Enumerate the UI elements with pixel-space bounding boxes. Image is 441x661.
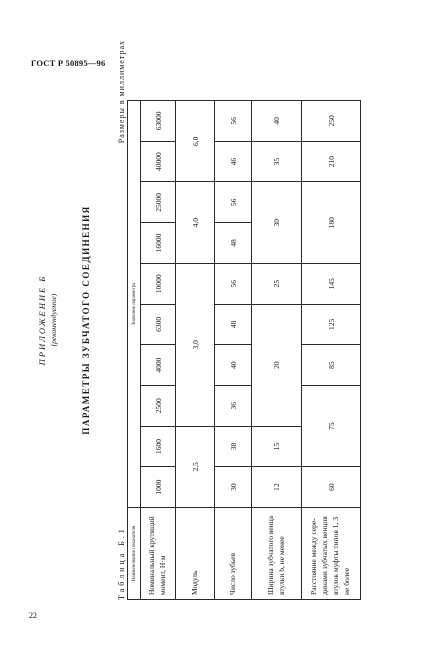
row-label-distance: Расстояние между сере-динами зубчатых венцов втулок муфты типов 1, 3 не более xyxy=(302,508,361,600)
table-cell: 25000 xyxy=(141,182,176,223)
table-row xyxy=(176,101,215,600)
table-cell: 30 xyxy=(252,182,302,263)
table-cell: 125 xyxy=(302,304,361,345)
table-cell: 2500 xyxy=(141,385,176,426)
table-cell: 38 xyxy=(215,426,252,467)
table-cell: 15 xyxy=(252,426,302,467)
table-cell: 210 xyxy=(302,141,361,182)
row-label-teeth: Число зубьев xyxy=(215,508,252,600)
parameters-table xyxy=(127,100,361,600)
table-cell: 56 xyxy=(215,101,252,142)
table-cell: 6,0 xyxy=(176,101,215,183)
table-cell: 30 xyxy=(215,467,252,508)
table-cell: 12 xyxy=(252,467,302,508)
table-header-row xyxy=(128,101,141,600)
table-row xyxy=(252,101,302,600)
table-cell: 4,0 xyxy=(176,182,215,263)
table-cell: 40 xyxy=(252,101,302,142)
table-row xyxy=(215,101,252,600)
table-cell: 1600 xyxy=(141,426,176,467)
table-cell: 60 xyxy=(302,467,361,508)
table-cell: 16000 xyxy=(141,223,176,264)
row-label-width: Ширина зубчатого венца втулки b, не менее xyxy=(252,508,302,600)
table-cell: 1000 xyxy=(141,467,176,508)
table-cell: 63000 xyxy=(141,101,176,142)
appendix-subtitle: (рекомендуемое) xyxy=(49,293,58,347)
table-cell: 56 xyxy=(215,182,252,223)
table-cell: 48 xyxy=(215,304,252,345)
table-cell: 180 xyxy=(302,182,361,263)
col-header-values: Значение параметра xyxy=(128,101,141,508)
table-cell: 36 xyxy=(215,385,252,426)
table-cell: 85 xyxy=(302,345,361,386)
appendix-title: ПРИЛОЖЕНИЕ Б xyxy=(37,274,47,366)
table-cell: 2,5 xyxy=(176,426,215,507)
table-cell: 35 xyxy=(252,141,302,182)
table-cell: 145 xyxy=(302,263,361,304)
table-caption: Таблица Б.1 xyxy=(117,526,126,600)
table-cell: 46 xyxy=(215,141,252,182)
table-cell: 4000 xyxy=(141,345,176,386)
appendix-heading: ПАРАМЕТРЫ ЗУБЧАТОГО СОЕДИНЕНИЯ xyxy=(81,205,91,435)
table-cell: 56 xyxy=(215,263,252,304)
table-cell: 40000 xyxy=(141,141,176,182)
table-cell: 25 xyxy=(252,263,302,304)
document-header: ГОСТ Р 50895—96 xyxy=(31,58,106,68)
row-label-module: Модуль xyxy=(176,508,215,600)
row-label-torque: Номинальный крутящий момент, Н·м xyxy=(141,508,176,600)
rotated-page-content xyxy=(27,40,367,600)
col-header-name: Наименование показателя xyxy=(128,508,141,600)
table-cell: 6300 xyxy=(141,304,176,345)
table-row xyxy=(302,101,361,600)
table-cell: 20 xyxy=(252,304,302,426)
table-cell: 75 xyxy=(302,385,361,466)
page-number: 22 xyxy=(29,611,37,620)
table-cell: 40 xyxy=(215,345,252,386)
table-cell: 250 xyxy=(302,101,361,142)
table-cell: 48 xyxy=(215,223,252,264)
table-cell: 3,0 xyxy=(176,263,215,426)
units-note: Размеры в миллиметрах xyxy=(117,40,126,144)
table-cell: 10000 xyxy=(141,263,176,304)
table-row xyxy=(141,101,176,600)
